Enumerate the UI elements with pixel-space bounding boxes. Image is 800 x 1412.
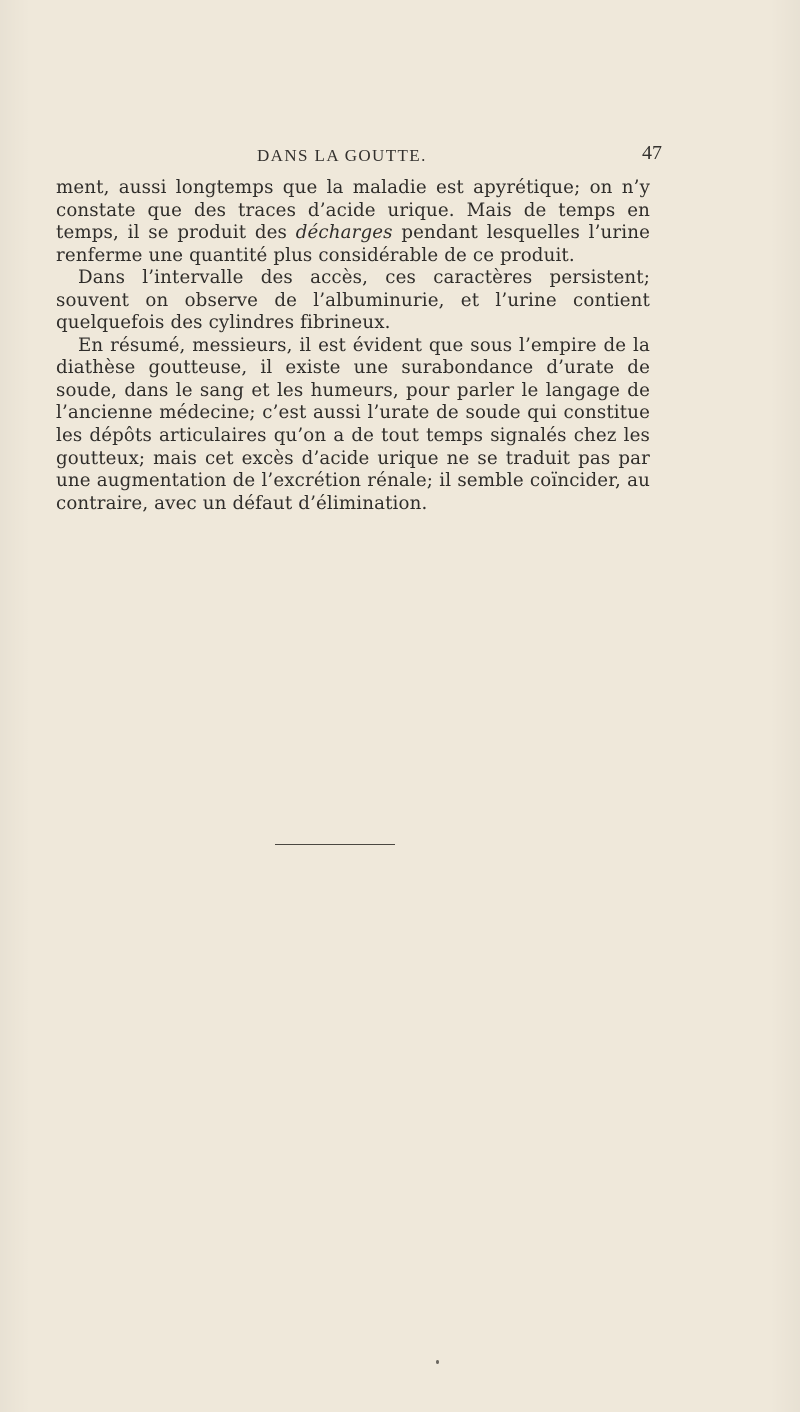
paragraph-3: En résumé, messieurs, il est évident que sous l’empire de la diathèse goutteuse, il existe une surabondance d’urate de soude, dans le sang et les humeurs, pour parler le langage de l’ancienne médecine; c’est aussi l’urate de soude qui constitue les dépôts articulaires qu’on a de tout temps signalés chez les goutteux; mais cet excès d’acide urique ne se traduit pas par une augmentation de l’excrétion rénale; il semble coïncider, au contraire, avec un défaut d’élimination. (56, 334, 650, 514)
page-number: 47 (642, 142, 662, 164)
paper-speck (436, 1360, 439, 1364)
paragraph-1-text-a: ment, aussi longtemps que la maladie est apyrétique; on n’y constate que des traces d’acide urique. Mais de temps en temps, il se produit des (56, 177, 650, 244)
body-text (56, 177, 650, 515)
paragraph-1-text-b: pendant lesquelles l’urine renferme une quantité plus considérable de ce produit. (56, 222, 650, 266)
paragraph-1 (56, 177, 650, 267)
italic-term: décharges (295, 222, 393, 244)
running-head (0, 142, 800, 172)
running-title: DANS LA GOUTTE. (257, 146, 427, 165)
paragraph-2: Dans l’intervalle des accès, ces caractères persistent; souvent on observe de l’albuminurie, et l’urine contient quelquefois des cylindres fibrineux. (56, 267, 650, 334)
section-end-rule (275, 844, 395, 845)
